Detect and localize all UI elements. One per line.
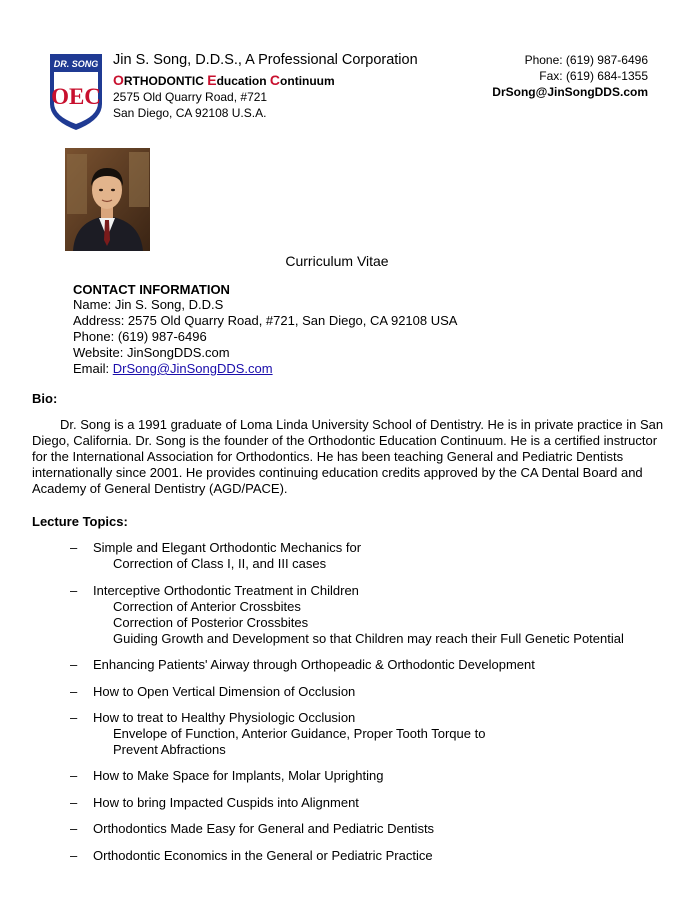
topic-title: Simple and Elegant Orthodontic Mechanics for — [93, 540, 362, 555]
oec-logo — [48, 52, 104, 132]
letterhead-organization — [113, 72, 335, 88]
topic-title: Interceptive Orthodontic Treatment in Children — [93, 583, 359, 598]
letterhead-name: Jin S. Song, D.D.S., A Professional Corporation — [113, 52, 418, 68]
org-part-3: ontinuum — [280, 74, 335, 88]
bullet-dash: – — [70, 821, 78, 836]
topic-title: Orthodontics Made Easy for General and Pediatric Dentists — [93, 821, 435, 836]
topic-title: How to Make Space for Implants, Molar Uprighting — [93, 768, 384, 783]
document-title: Curriculum Vitae — [285, 253, 389, 269]
topic-title: Orthodontic Economics in the General or Pediatric Practice — [93, 848, 433, 863]
org-part-2: ducation — [216, 74, 270, 88]
topic-subline: Correction of Anterior Crossbites — [113, 599, 301, 614]
topic-title: How to Open Vertical Dimension of Occlusion — [93, 684, 356, 699]
org-part-1: RTHODONTIC — [123, 74, 208, 88]
topic-subline: Prevent Abfractions — [113, 742, 226, 757]
letterhead-email: DrSong@JinSongDDS.com — [492, 85, 648, 99]
logo-main-text: OEC — [51, 84, 101, 109]
address-line-2: San Diego, CA 92108 U.S.A. — [113, 106, 267, 120]
letterhead-phone: Phone: (619) 987-6496 — [524, 53, 648, 67]
profile-photo — [65, 148, 150, 251]
topic-subline: Correction of Posterior Crossbites — [113, 615, 309, 630]
bio-paragraph: Dr. Song is a 1991 graduate of Loma Linda University School of Dentistry. He is in private practice in San Diego, California. Dr. Song is the founder of the Orthodontic Education Continuum. He is a certified instructor for the International Association for Orthodontics. He has been teaching General and Pediatric Dentists internationally since 2001. He provides continuing education credits approved by the CA Dental Board and Academy of General Dentistry (AGD/PACE). — [32, 417, 664, 496]
bio-heading: Bio: — [32, 391, 58, 406]
bullet-dash: – — [70, 684, 78, 699]
logo-top-text: DR. SONG — [53, 59, 99, 69]
contact-name: Name: Jin S. Song, D.D.S — [73, 297, 224, 312]
topic-subline: Guiding Growth and Development so that Children may reach their Full Genetic Potential — [113, 631, 624, 646]
letterhead-address — [113, 89, 267, 121]
bullet-dash: – — [70, 583, 78, 598]
org-initial-o: O — [113, 72, 124, 88]
contact-heading: CONTACT INFORMATION — [73, 282, 230, 297]
bullet-dash: – — [70, 540, 78, 555]
topic-subline: Envelope of Function, Anterior Guidance, Proper Tooth Torque to — [113, 726, 486, 741]
bullet-dash: – — [70, 848, 78, 863]
contact-email-row — [73, 360, 273, 377]
org-initial-e: E — [207, 72, 217, 88]
topic-title: How to bring Impacted Cuspids into Alignment — [93, 795, 359, 810]
address-line-1: 2575 Old Quarry Road, #721 — [113, 90, 268, 104]
contact-phone: Phone: (619) 987-6496 — [73, 329, 207, 344]
bullet-dash: – — [70, 657, 78, 672]
bullet-dash: – — [70, 710, 78, 725]
contact-address: Address: 2575 Old Quarry Road, #721, San Diego, CA 92108 USA — [73, 313, 458, 328]
bullet-dash: – — [70, 768, 78, 783]
bullet-dash: – — [70, 795, 78, 810]
topic-subline: Correction of Class I, II, and III cases — [113, 556, 327, 571]
letterhead-fax: Fax: (619) 684-1355 — [539, 69, 648, 83]
org-initial-c: C — [269, 72, 281, 88]
topic-title: Enhancing Patients' Airway through Orthopeadic & Orthodontic Development — [93, 657, 535, 672]
contact-website: Website: JinSongDDS.com — [73, 345, 230, 360]
contact-email-label: Email: — [73, 361, 113, 376]
bio-text-block — [32, 417, 664, 497]
contact-email-link[interactable]: DrSong@JinSongDDS.com — [112, 361, 273, 376]
lecture-topics-heading: Lecture Topics: — [32, 514, 128, 529]
letterhead-contact — [492, 52, 648, 100]
topic-title: How to treat to Healthy Physiologic Occlusion — [93, 710, 356, 725]
